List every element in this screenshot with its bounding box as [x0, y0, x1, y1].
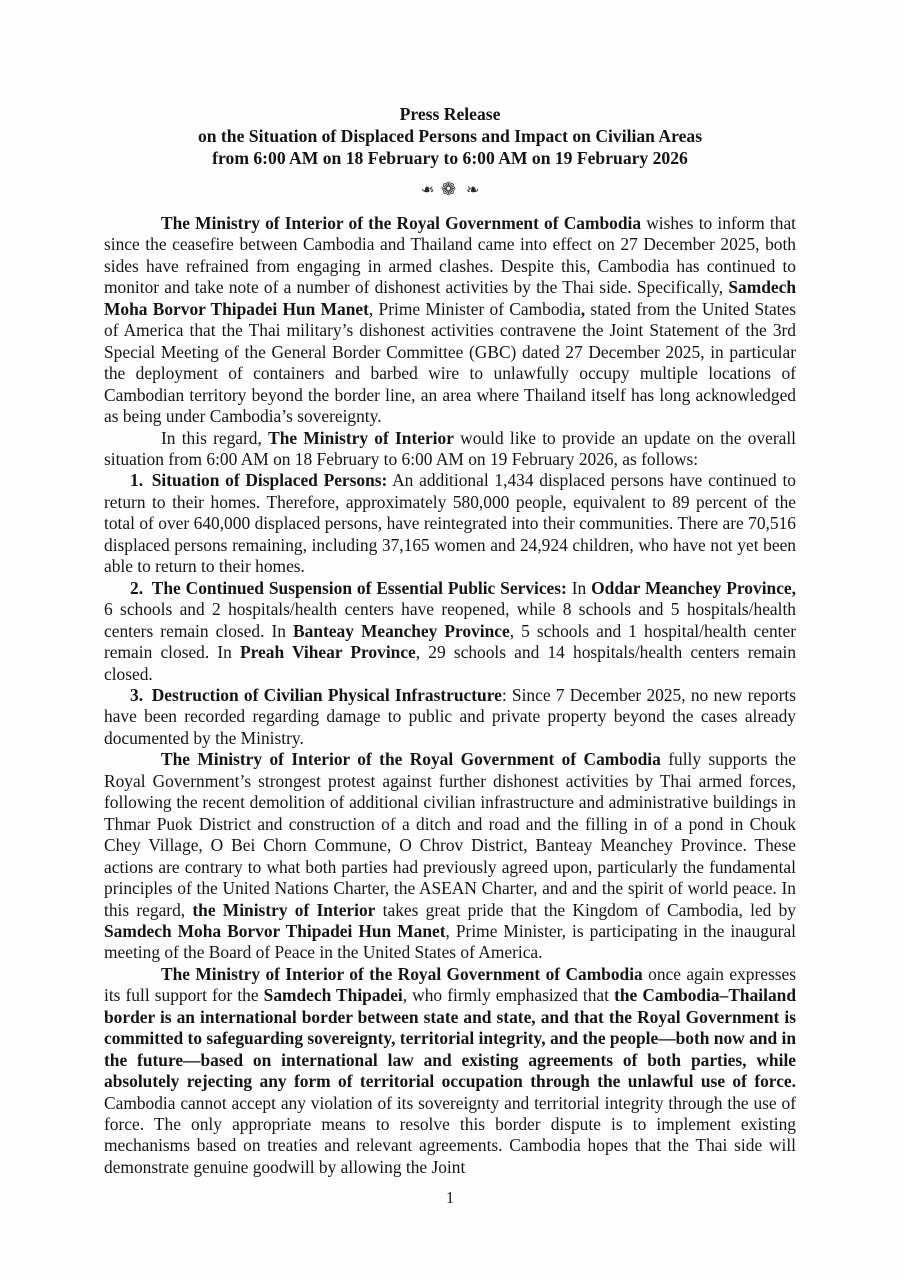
bold-text-run: ,: [791, 577, 796, 598]
paragraph: [104, 470, 796, 577]
bold-text-run: the Cambodia–Thailand border is an international border between state and state, and that the Royal Government is committed to safeguarding sovereignty, territorial integrity, and the people—both now and in the future—based on international law and existing agreements of both parties, while absolutely rejecting any form of territorial occupation through the unlawful use of force.: [104, 985, 796, 1092]
bold-text-run: The Ministry of Interior of the Royal Government of Cambodia: [161, 213, 642, 233]
text-run: 6 schools and 2 hospitals/health centers have reopened, while 8 schools and 5 hospitals/health centers remain closed. In: [104, 599, 796, 641]
text-run: wishes to inform that since the ceasefire between Cambodia and Thailand came into effect on 27 December 2025, both sides have refrained from engaging in armed clashes. Despite this, Cambodia has continued to monitor and take note of a number of dishonest activities by the Thai side. Specifically,: [104, 213, 796, 298]
paragraph: [104, 964, 796, 1179]
text-run: stated from the United States of America that the Thai military’s dishonest activities contravene the Joint Statement of the 3rd Special Meeting of the General Border Committee (GBC) dated 27 December 2025, in particular the deployment of containers and barbed wire to unlawfully occupy multiple locations of Cambodian territory beyond the border line, an area where Thailand itself has long acknowledged as being under Cambodia’s sovereignty.: [104, 298, 796, 427]
bold-text-run: Oddar Meanchey Province: [591, 577, 792, 598]
press-release-title: [104, 103, 796, 169]
bold-text-run: Samdech Thipadei: [263, 985, 403, 1006]
paragraph: [104, 428, 796, 471]
paragraph: [104, 213, 796, 428]
floral-flourish-left-icon: ❧: [417, 182, 434, 199]
text-run: : Since 7 December 2025, no new reports have been recorded regarding damage to public and private property beyond the cases already documented by the Ministry.: [104, 684, 796, 748]
bold-text-run: 2. The Continued Suspension of Essential Public Services:: [130, 577, 567, 598]
text-run: Cambodia cannot accept any violation of its sovereignty and territorial integrity through the use of force. The only appropriate means to resolve this border dispute is to implement existing mechanisms based on treaties and relevant agreements. Cambodia hopes that the Thai side will demonstrate genuine goodwill by allowing the Joint: [104, 1092, 796, 1177]
paragraph: [104, 749, 796, 964]
bold-text-run: The Ministry of Interior of the Royal Government of Cambodia: [161, 963, 643, 984]
paragraph: [104, 578, 796, 685]
paragraph: [104, 685, 796, 749]
floral-flourish-right-icon: ❧: [466, 182, 483, 199]
bold-text-run: Preah Vihear Province: [240, 642, 416, 663]
bold-text-run: Samdech Moha Borvor Thipadei Hun Manet: [104, 277, 796, 319]
bold-text-run: the Ministry of Interior: [192, 899, 376, 920]
text-run: would like to provide an update on the overall situation from 6:00 AM on 18 February to 6:00 AM on 19 February 2026, as follows:: [104, 427, 796, 469]
text-run: , Prime Minister of Cambodia: [368, 298, 581, 319]
title-line-1: Press Release: [399, 104, 501, 124]
text-run: once again expresses its full support for the: [104, 963, 796, 1006]
text-run: fully supports the Royal Government’s strongest protest against further dishonest activities by Thai armed forces, following the recent demolition of additional civilian infrastructure and administrative buildings in Thmar Puok District and construction of a ditch and road and the filling in of a pond in Chouk Chey Village, O Bei Chorn Commune, O Chrov District, Banteay Meanchey Province. These actions are contrary to what both parties had previously agreed upon, particularly the fundamental principles of the United Nations Charter, the ASEAN Charter, and and the spirit of world peace. In this regard,: [104, 749, 796, 920]
title-line-3: from 6:00 AM on 18 February to 6:00 AM on 19 February 2026: [212, 148, 688, 168]
text-run: An additional 1,434 displaced persons have continued to return to their homes. Therefore, approximately 580,000 people, equivalent to 89 percent of the total of over 640,000 displaced persons, have reintegrated into their communities. There are 70,516 displaced persons remaining, including 37,165 women and 24,924 children, who have not yet been able to return to their homes.: [104, 470, 796, 577]
text-run: , Prime Minister, is participating in the inaugural meeting of the Board of Peace in the United States of America.: [104, 920, 796, 963]
bold-text-run: Samdech Moha Borvor Thipadei Hun Manet: [104, 920, 446, 941]
bold-text-run: The Ministry of Interior: [268, 427, 454, 448]
title-line-2: on the Situation of Displaced Persons and Impact on Civilian Areas: [197, 126, 703, 146]
bold-text-run: ,: [580, 298, 586, 319]
bold-text-run: 3. Destruction of Civilian Physical Infrastructure: [130, 684, 502, 705]
bold-text-run: Banteay Meanchey Province: [293, 620, 510, 641]
flower-icon: ❁: [440, 179, 460, 199]
text-run: In this regard,: [161, 427, 269, 448]
text-run: , 29 schools and 14 hospitals/health centers remain closed.: [104, 642, 796, 684]
text-run: takes great pride that the Kingdom of Cambodia, led by: [375, 899, 796, 920]
text-run: , who firmly emphasized that: [402, 985, 615, 1006]
document-content: [104, 103, 796, 1178]
document-body: [104, 213, 796, 1178]
bold-text-run: 1. Situation of Displaced Persons:: [130, 470, 388, 491]
text-run: In: [566, 577, 592, 598]
page-number: 1: [445, 1188, 455, 1207]
bold-text-run: The Ministry of Interior of the Royal Government of Cambodia: [161, 749, 661, 770]
ornament-divider: [104, 179, 796, 201]
text-run: , 5 schools and 1 hospital/health center remain closed. In: [104, 620, 796, 663]
